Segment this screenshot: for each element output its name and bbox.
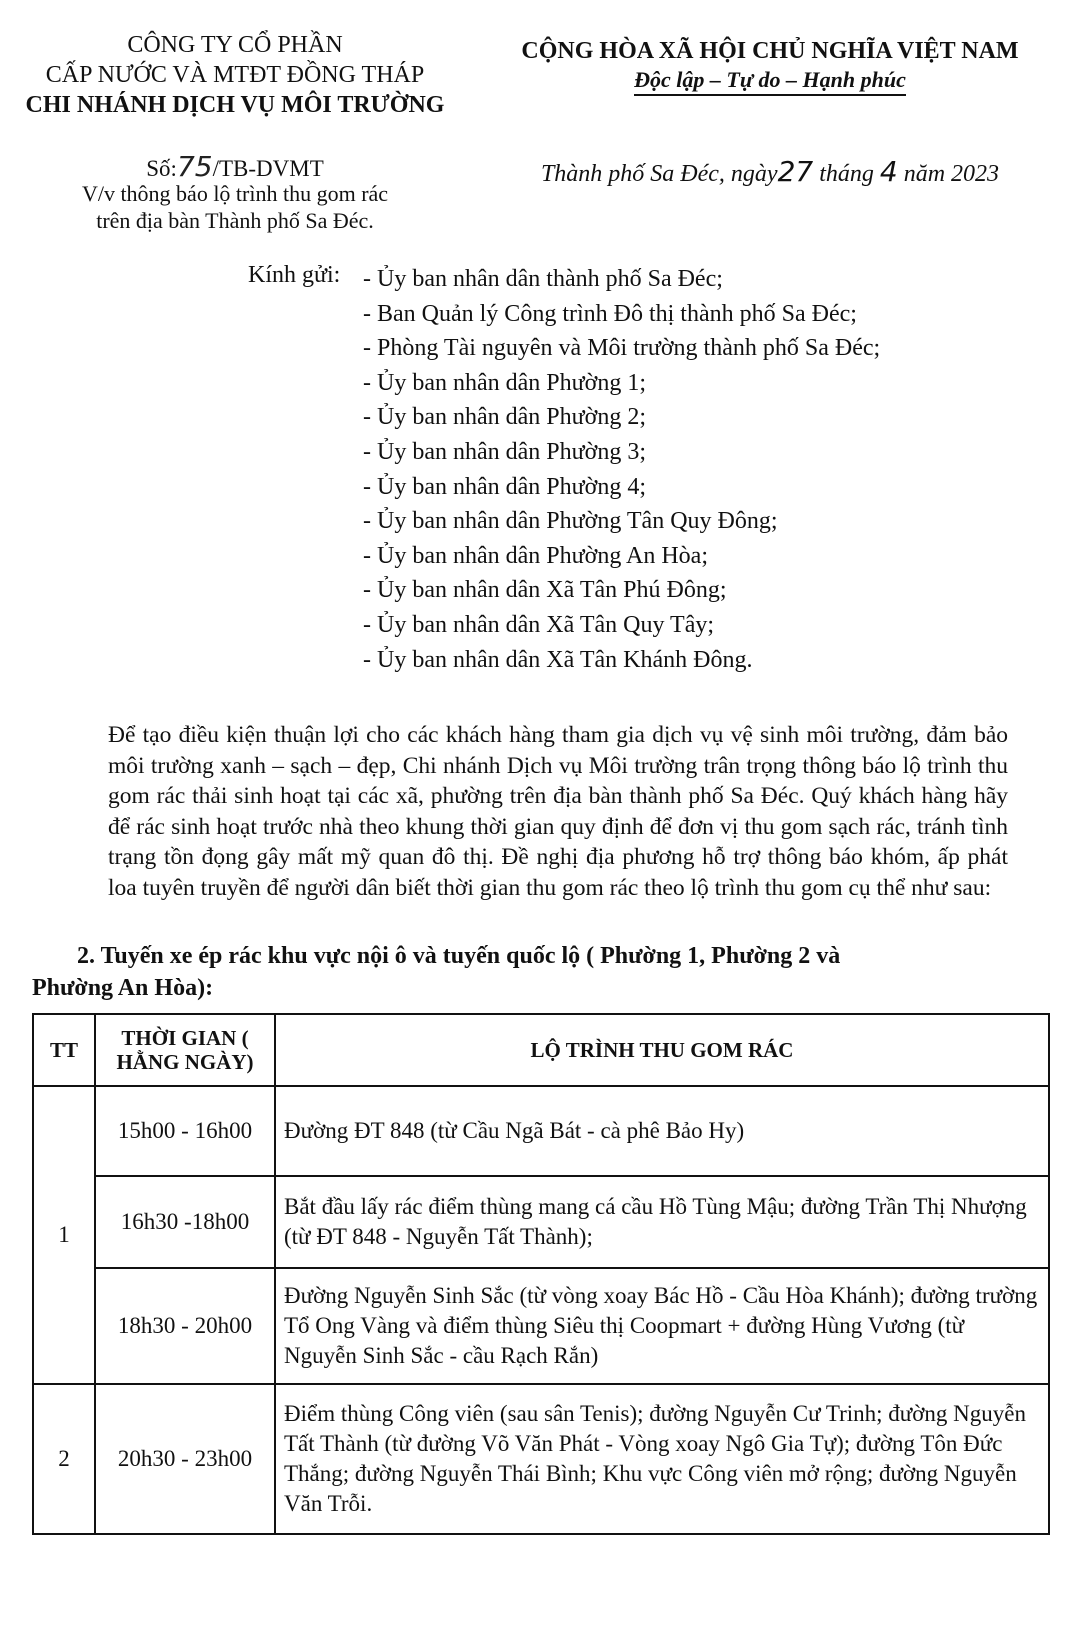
dateline bbox=[480, 155, 1060, 188]
row-time: 18h30 - 20h00 bbox=[95, 1268, 275, 1384]
issuer-block bbox=[0, 30, 470, 120]
dateline-month-label: tháng bbox=[819, 161, 874, 187]
table-header-row bbox=[33, 1014, 1049, 1086]
header-route: LỘ TRÌNH THU GOM RÁC bbox=[275, 1014, 1049, 1086]
issuer-line-3: CHI NHÁNH DỊCH VỤ MÔI TRƯỜNG bbox=[25, 92, 445, 118]
row-route: Bắt đầu lấy rác điểm thùng mang cá cầu Hồ Tùng Mậu; đường Trần Thị Nhượng (từ ĐT 848 - Nguyễn Tất Thành); bbox=[275, 1176, 1049, 1268]
recipient-item: - Ủy ban nhân dân Xã Tân Khánh Đông. bbox=[363, 646, 753, 673]
row-time: 20h30 - 23h00 bbox=[95, 1384, 275, 1534]
document-number bbox=[0, 150, 470, 183]
recipient-item: - Ủy ban nhân dân Phường An Hòa; bbox=[363, 542, 708, 569]
dateline-month: 4 bbox=[879, 155, 898, 188]
document-number-prefix: Số: bbox=[146, 156, 177, 181]
row-route: Điểm thùng Công viên (sau sân Tenis); đường Nguyễn Cư Trinh; đường Nguyễn Tất Thành (từ đường Võ Văn Phát - Vòng xoay Ngô Gia Tự); đường Tôn Đức Thắng; đường Nguyễn Thái Bình; Khu vực Công viên mở rộng; đường Nguyễn Văn Trỗi. bbox=[275, 1384, 1049, 1534]
row-tt: 2 bbox=[33, 1384, 95, 1534]
recipient-item: - Ủy ban nhân dân Phường 4; bbox=[363, 473, 646, 500]
dateline-year: năm 2023 bbox=[903, 161, 1000, 187]
recipients-label: Kính gửi: bbox=[248, 262, 341, 288]
subject-line-1: V/v thông báo lộ trình thu gom rác bbox=[81, 181, 389, 206]
dateline-day: 27 bbox=[777, 155, 814, 188]
table-row bbox=[33, 1086, 1049, 1176]
row-time: 15h00 - 16h00 bbox=[95, 1086, 275, 1176]
national-motto-block bbox=[470, 36, 1070, 94]
section-title bbox=[32, 940, 1042, 1004]
recipient-item: - Ủy ban nhân dân Phường 1; bbox=[363, 369, 646, 396]
national-title: CỘNG HÒA XÃ HỘI CHỦ NGHĨA VIỆT NAM bbox=[521, 38, 1019, 64]
dateline-place: Thành phố Sa Đéc, ngày bbox=[540, 161, 778, 187]
recipient-item: - Ủy ban nhân dân Phường 2; bbox=[363, 404, 646, 431]
document-number-suffix: /TB-DVMT bbox=[212, 156, 324, 181]
row-time: 16h30 -18h00 bbox=[95, 1176, 275, 1268]
section-title-line-2: Phường An Hòa): bbox=[32, 975, 214, 1001]
recipient-item: - Phòng Tài nguyên và Môi trường thành phố Sa Đéc; bbox=[363, 335, 881, 362]
document-subject bbox=[0, 180, 470, 234]
recipient-item: - Ban Quản lý Công trình Đô thị thành phố Sa Đéc; bbox=[363, 300, 857, 327]
route-table bbox=[32, 1013, 1050, 1535]
header-time: THỜI GIAN ( HẰNG NGÀY) bbox=[95, 1014, 275, 1086]
document-number-value: 75 bbox=[176, 150, 213, 183]
header-tt: TT bbox=[33, 1014, 95, 1086]
recipient-item: - Ủy ban nhân dân Phường 3; bbox=[363, 438, 646, 465]
national-motto bbox=[470, 66, 1070, 94]
table-row bbox=[33, 1384, 1049, 1534]
issuer-line-2: CẤP NƯỚC VÀ MTĐT ĐỒNG THÁP bbox=[45, 62, 425, 88]
issuer-line-1: CÔNG TY CỔ PHẦN bbox=[127, 32, 343, 58]
section-title-line-1: 2. Tuyến xe ép rác khu vực nội ô và tuyến quốc lộ ( Phường 1, Phường 2 và bbox=[77, 943, 841, 969]
recipient-item: - Ủy ban nhân dân thành phố Sa Đéc; bbox=[363, 266, 723, 292]
table-row bbox=[33, 1268, 1049, 1384]
row-tt: 1 bbox=[33, 1086, 95, 1384]
row-route: Đường Nguyễn Sinh Sắc (từ vòng xoay Bác Hồ - Cầu Hòa Khánh); đường trường Tổ Ong Vàng và điểm thùng Siêu thị Coopmart + đường Hùng Vương (từ Nguyễn Sinh Sắc - cầu Rạch Rắn) bbox=[275, 1268, 1049, 1384]
subject-line-2: trên địa bàn Thành phố Sa Đéc. bbox=[96, 208, 374, 233]
body-paragraph: Để tạo điều kiện thuận lợi cho các khách hàng tham gia dịch vụ vệ sinh môi trường, đảm bảo môi trường xanh – sạch – đẹp, Chi nhánh Dịch vụ Môi trường trân trọng thông báo lộ trình thu gom rác thải sinh hoạt tại các xã, phường trên địa bàn thành phố Sa Đéc. Quý khách hàng hãy để rác sinh hoạt trước nhà theo khung thời gian quy định để đơn vị thu gom sạch rác, tránh tình trạng tồn đọng gây mất mỹ quan đô thị. Đề nghị địa phương hỗ trợ thông báo khóm, ấp phát loa tuyên truyền để người dân biết thời gian thu gom rác theo lộ trình thu gom cụ thể như sau: bbox=[108, 722, 1008, 901]
recipients-list bbox=[363, 262, 880, 677]
recipient-item: - Ủy ban nhân dân Phường Tân Quy Đông; bbox=[363, 508, 778, 535]
national-motto-text: Độc lập – Tự do – Hạnh phúc bbox=[634, 67, 906, 96]
row-route: Đường ĐT 848 (từ Cầu Ngã Bát - cà phê Bảo Hy) bbox=[275, 1086, 1049, 1176]
table-row bbox=[33, 1176, 1049, 1268]
recipient-item: - Ủy ban nhân dân Xã Tân Phú Đông; bbox=[363, 577, 727, 604]
recipient-item: - Ủy ban nhân dân Xã Tân Quy Tây; bbox=[363, 611, 715, 638]
